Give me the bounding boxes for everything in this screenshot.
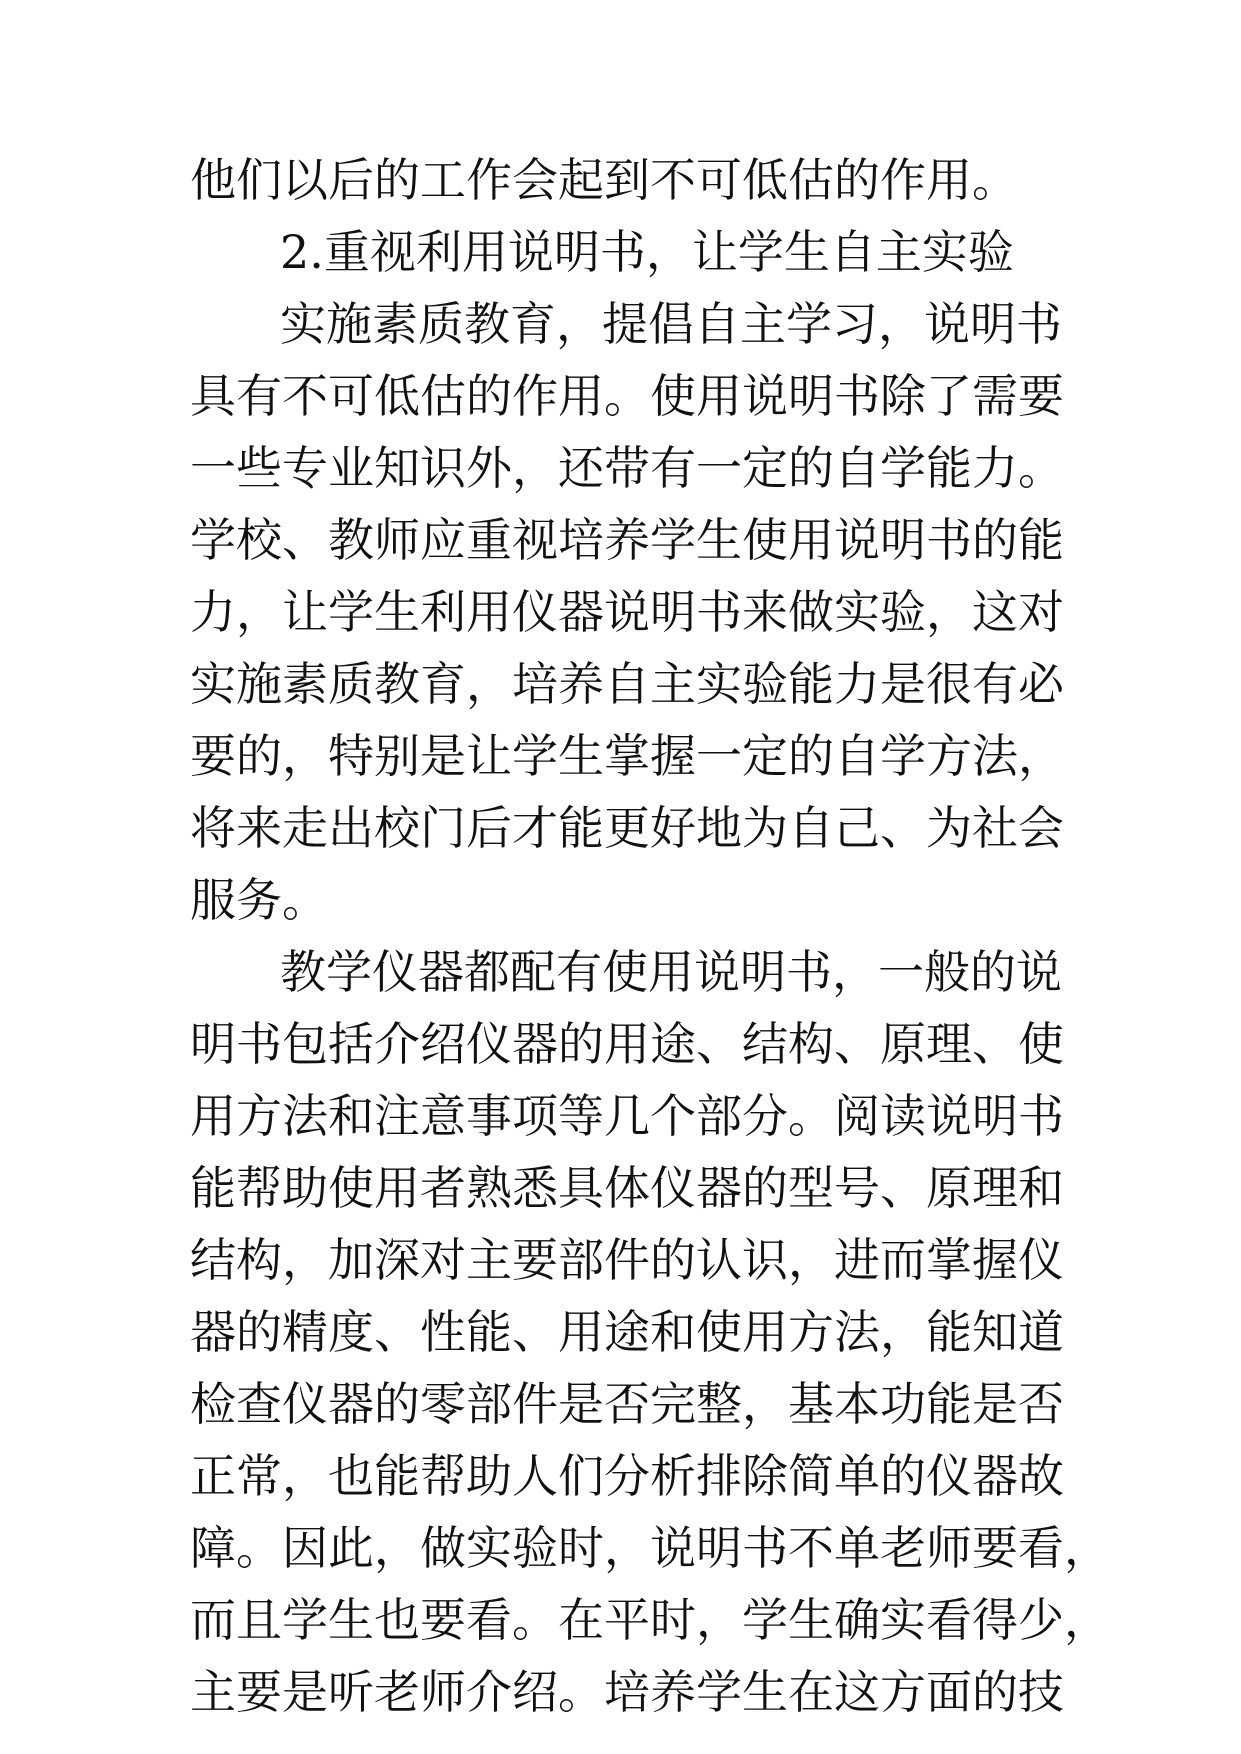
text-line: 用方法和注意事项等几个部分。阅读说明书: [190, 1089, 1064, 1143]
text-line: 而且学生也要看。在平时，学生确实看得少，: [190, 1593, 1110, 1647]
text-line: 他们以后的工作会起到不可低估的作用。: [190, 153, 1018, 207]
text-line: 服务。: [190, 873, 328, 927]
text-line: 实施素质教育，培养自主实验能力是很有必: [190, 657, 1064, 711]
text-line: 具有不可低估的作用。使用说明书除了需要: [190, 369, 1064, 423]
text-line: 正常，也能帮助人们分析排除简单的仪器故: [190, 1449, 1064, 1503]
text-line: 将来走出校门后才能更好地为自己、为社会: [190, 801, 1064, 855]
section-heading: 2.重视利用说明书，让学生自主实验: [280, 225, 1014, 279]
text-line: 实施素质教育，提倡自主学习，说明书: [280, 297, 1062, 351]
text-line: 力，让学生利用仪器说明书来做实验，这对: [190, 585, 1064, 639]
text-line: 主要是听老师介绍。培养学生在这方面的技: [190, 1665, 1064, 1719]
text-line: 教学仪器都配有使用说明书，一般的说: [280, 945, 1062, 999]
text-line: 学校、教师应重视培养学生使用说明书的能: [190, 513, 1064, 567]
text-line: 障。因此，做实验时，说明书不单老师要看，: [190, 1521, 1110, 1575]
text-line: 检查仪器的零部件是否完整，基本功能是否: [190, 1377, 1064, 1431]
text-line: 结构，加深对主要部件的认识，进而掌握仪: [190, 1233, 1064, 1287]
text-line: 要的，特别是让学生掌握一定的自学方法，: [190, 729, 1064, 783]
text-line: 明书包括介绍仪器的用途、结构、原理、使: [190, 1017, 1064, 1071]
text-line: 器的精度、性能、用途和使用方法，能知道: [190, 1305, 1064, 1359]
text-line: 能帮助使用者熟悉具体仪器的型号、原理和: [190, 1161, 1064, 1215]
text-line: 一些专业知识外，还带有一定的自学能力。: [190, 441, 1064, 495]
